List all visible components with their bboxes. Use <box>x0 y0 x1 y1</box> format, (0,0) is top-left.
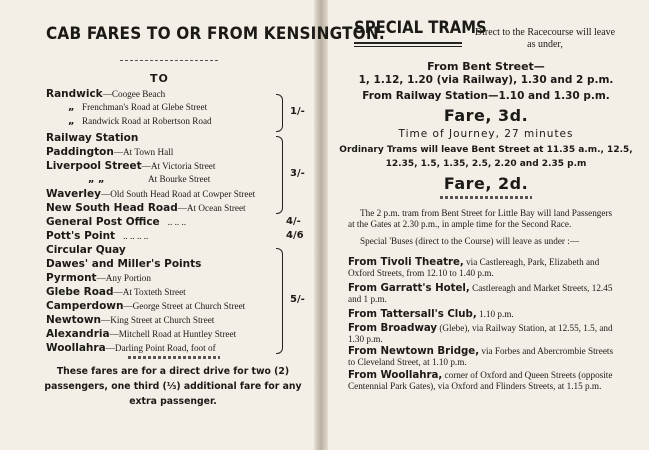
little-bay-note: The 2 p.m. tram from Bent Street for Little Bay will land Passengers at the Gates at 2.30 p.m., in ample time for the Second Race. <box>348 208 613 229</box>
ordinary-trams-line1: Ordinary Trams will leave Bent Street at 11.35 a.m., 12.5, <box>339 145 633 155</box>
to-heading: TO <box>150 72 169 85</box>
fare-amount: 4/6 <box>286 230 304 241</box>
title-divider <box>120 60 218 61</box>
fare-group-brace <box>276 136 283 214</box>
fare-note: These fares are for a direct drive for two (2) passengers, one third (⅓) additional fare for any extra passenger. <box>44 366 302 407</box>
bent-street-times: 1, 1.12, 1.20 (via Railway), 1.30 and 2 p.m. <box>358 74 614 86</box>
section-ornament <box>128 356 220 359</box>
fare-group-brace <box>276 248 283 354</box>
fare-entry: Glebe Road—At Toxteth Street <box>46 286 186 298</box>
fare-3d: Fare, 3d. <box>443 106 529 125</box>
fare-entry: General Post Office .. .. .. <box>46 216 187 228</box>
fare-amount: 1/- <box>290 106 305 117</box>
fare-amount: 4/- <box>286 216 301 227</box>
bus-entry: From Tattersall's Club, 1.10 p.m. <box>348 309 514 320</box>
cab-fares-title: CAB FARES TO OR FROM KENSINGTON. <box>46 24 385 44</box>
fare-amount: 5/- <box>290 294 305 305</box>
page-gutter <box>314 0 328 450</box>
fare-entry: Dawes' and Miller's Points <box>46 258 202 270</box>
from-bent-street: From Bent Street— <box>427 60 545 73</box>
bus-entry: From Broadway (Glebe), via Railway Station, at 12.55, 1.5, and 1.30 p.m. <box>348 323 613 344</box>
fare-entry: Circular Quay <box>46 244 126 256</box>
fare-entry: Railway Station <box>46 132 139 144</box>
fare-entry: „ „ At Bourke Street <box>88 174 211 185</box>
fare-2d: Fare, 2d. <box>443 174 529 193</box>
fare-entry: Alexandria—Mitchell Road at Huntley Street <box>46 328 237 340</box>
special-trams-subtitle: Direct to the Racecourse will leave as under, <box>474 27 616 50</box>
fare-entry: „ Randwick Road at Robertson Road <box>68 116 212 127</box>
section-ornament <box>440 196 532 199</box>
fare-group-brace <box>276 94 283 132</box>
bus-entry: From Garratt's Hotel, Castlereagh and Market Streets, 12.45 and 1 p.m. <box>348 283 613 304</box>
journey-time: Time of Journey, 27 minutes <box>398 128 574 140</box>
fare-entry: Camperdown—George Street at Church Street <box>46 300 246 312</box>
railway-station-times: From Railway Station—1.10 and 1.30 p.m. <box>362 90 610 102</box>
fare-entry: Newtown—King Street at Church Street <box>46 314 215 326</box>
fare-entry: „ Frenchman's Road at Glebe Street <box>68 102 208 113</box>
bus-entry: From Tivoli Theatre, via Castlereagh, Park, Elizabeth and Oxford Streets, from 12.10 to 1.40 p.m. <box>348 257 600 278</box>
title-underline <box>354 42 462 47</box>
ordinary-trams-line2: 12.35, 1.5, 1.35, 2.5, 2.20 and 2.35 p.m <box>385 159 587 169</box>
fare-entry: Pyrmont—Any Portion <box>46 272 151 284</box>
fare-entry: Randwick—Coogee Beach <box>46 88 166 100</box>
fare-entry: Woollahra—Darling Point Road, foot of <box>46 342 216 354</box>
fare-entry: Paddington—At Town Hall <box>46 146 174 158</box>
fare-entry: New South Head Road—At Ocean Street <box>46 202 246 214</box>
fare-entry: Liverpool Street—At Victoria Street <box>46 160 216 172</box>
bus-entry: From Woollahra, corner of Oxford and Queen Streets (opposite Centennial Park Gates), via Oxford and Flinders Streets, at 1.15 p.m. <box>348 370 613 391</box>
fare-entry: Waverley—Old South Head Road at Cowper Street <box>46 188 256 200</box>
special-trams-title: SPECIAL TRAMS <box>354 18 487 37</box>
fare-entry: Pott's Point .. .. .. .. <box>46 230 149 242</box>
buses-intro: Special 'Buses (direct to the Course) will leave as under :— <box>360 236 580 246</box>
fare-amount: 3/- <box>290 168 305 179</box>
bus-entry: From Newtown Bridge, via Forbes and Abercrombie Streets to Cleveland Street, at 1.10 p.m. <box>348 346 614 367</box>
